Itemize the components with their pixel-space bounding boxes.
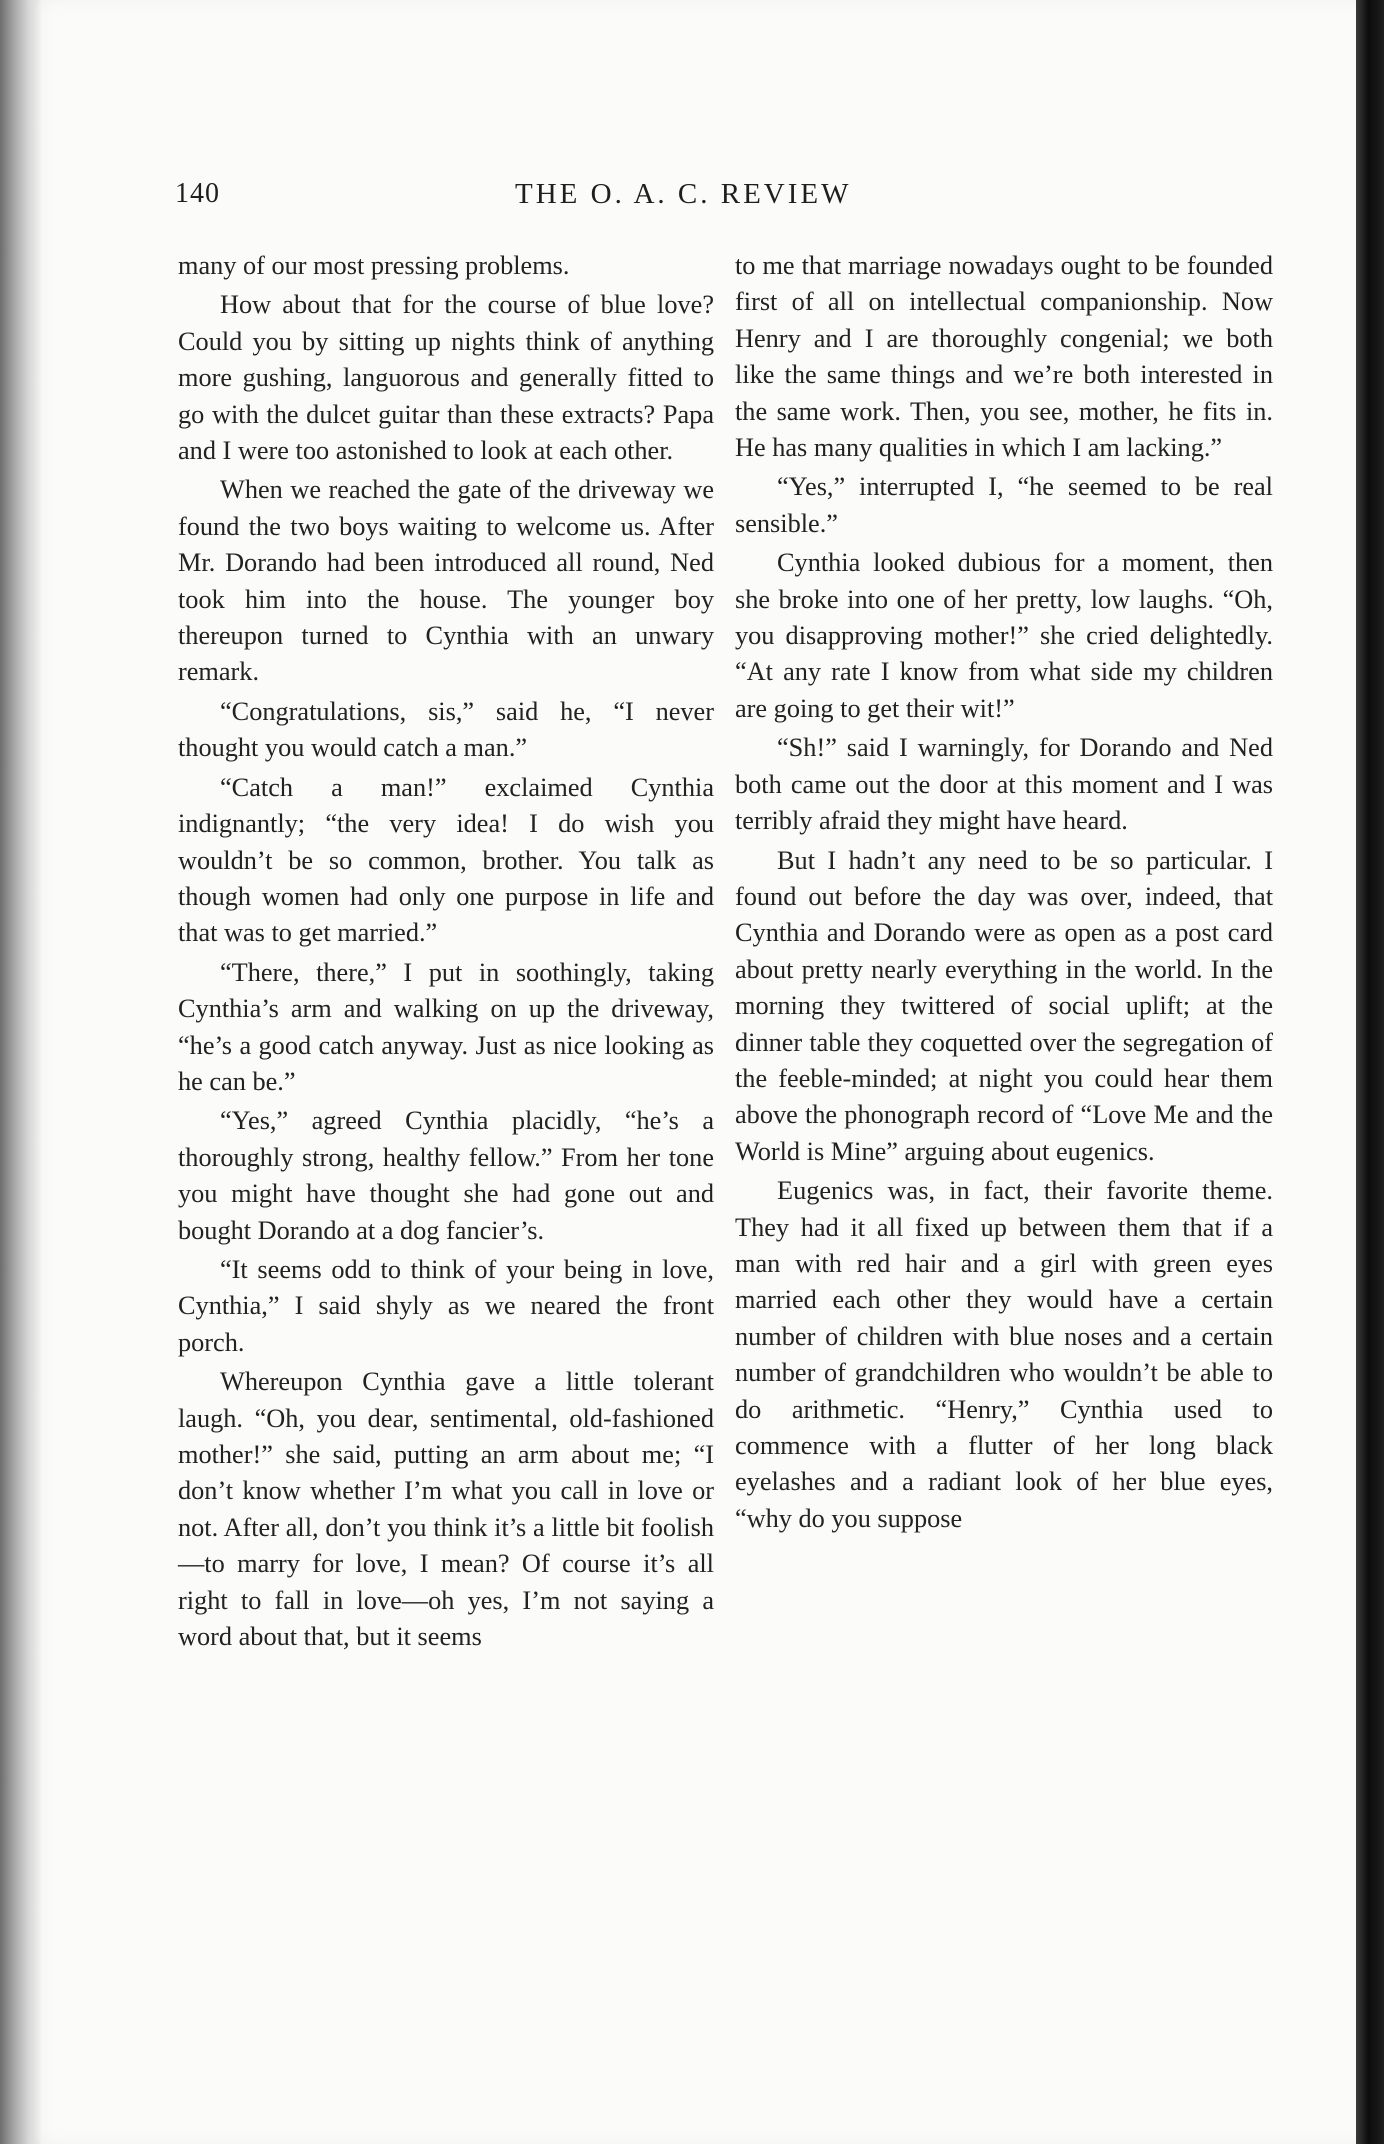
paragraph: Whereupon Cynthia gave a little tolerant laugh. “Oh, you dear, sentimental, old-fashioned mother!” she said, putting an arm about me; “I don’t know whether I’m what you call in love or not. After all, don’t you think it’s a little bit foolish—to marry for love, I mean? Of course it’s all right to fall in love—oh yes, I’m not saying a word about that, but it seems [178,1367,714,1652]
paragraph: “Sh!” said I warningly, for Dorando and Ned both came out the door at this moment and I was terribly afraid they might have heard. [735,733,1273,836]
paragraph: How about that for the course of blue love? Could you by sitting up nights think of anything more gushing, languorous and generally fitted to go with the dulcet guitar than these extracts? Papa and I were too astonished to look at each other. [178,290,714,466]
running-title: THE O. A. C. REVIEW [515,178,852,210]
paragraph: “Catch a man!” exclaimed Cynthia indignantly; “the very idea! I do wish you wouldn’t be so common, brother. You talk as though women had only one purpose in life and that was to get married.” [178,772,714,948]
paragraph: Eugenics was, in fact, their favorite theme. They had it all fixed up between them that if a man with red hair and a girl with green eyes married each other they would have a certain number of children with blue noses and a certain number of grandchildren who wouldn’t be able to do arithmetic. “Henry,” Cynthia used to commence with a flutter of her long black eyelashes and a radiant look of her blue eyes, “why do you suppose [735,1176,1273,1533]
page-number: 140 [175,178,220,209]
paragraph: “Congratulations, sis,” said he, “I never thought you would catch a man.” [178,696,714,763]
paragraph: “Yes,” interrupted I, “he seemed to be real sensible.” [735,472,1273,538]
paragraph: Cynthia looked dubious for a moment, then she broke into one of her pretty, low laughs. “Oh, you disapproving mother!” she cried delightedly. “At any rate I know from what side my children are going to get their wit!” [735,548,1273,723]
paragraph: But I hadn’t any need to be so particular. I found out before the day was over, indeed, that Cynthia and Dorando were as open as a post card about pretty nearly everything in the world. In the morning they twittered of social uplift; at the dinner table they coquetted over the segregation of the feeble-minded; at night you could hear them above the phonograph record of “Love Me and the World is Mine” arguing about eugenics. [735,845,1273,1166]
paragraph: many of our most pressing problems. [178,251,570,280]
page-edge-shadow [1356,0,1384,2144]
paragraph: “There, there,” I put in soothingly, taking Cynthia’s arm and walking on up the driveway, “he’s a good catch anyway. Just as nice looking as he can be.” [178,957,714,1096]
paragraph: When we reached the gate of the driveway we found the two boys waiting to welcome us. After Mr. Dorando had been introduced all round, Ned took him into the house. The younger boy thereupon turned to Cynthia with an unwary remark. [178,475,714,687]
page-header [175,178,1275,222]
paragraph: “Yes,” agreed Cynthia placidly, “he’s a thoroughly strong, healthy fellow.” From her tone you might have thought she had gone out and bought Dorando at a dog fancier’s. [178,1106,714,1245]
left-text-column [178,248,714,1655]
paragraph: “It seems odd to think of your being in love, Cynthia,” I said shyly as we neared the front porch. [178,1254,714,1357]
paragraph: to me that marriage nowadays ought to be founded first of all on intellectual companionship. Now Henry and I are thoroughly congenial; we both like the same things and we’re both interested in the same work. Then, you see, mother, he fits in. He has many qualities in which I am lacking.” [735,251,1273,463]
binding-gutter [0,0,42,2144]
right-text-column [735,248,1273,1537]
